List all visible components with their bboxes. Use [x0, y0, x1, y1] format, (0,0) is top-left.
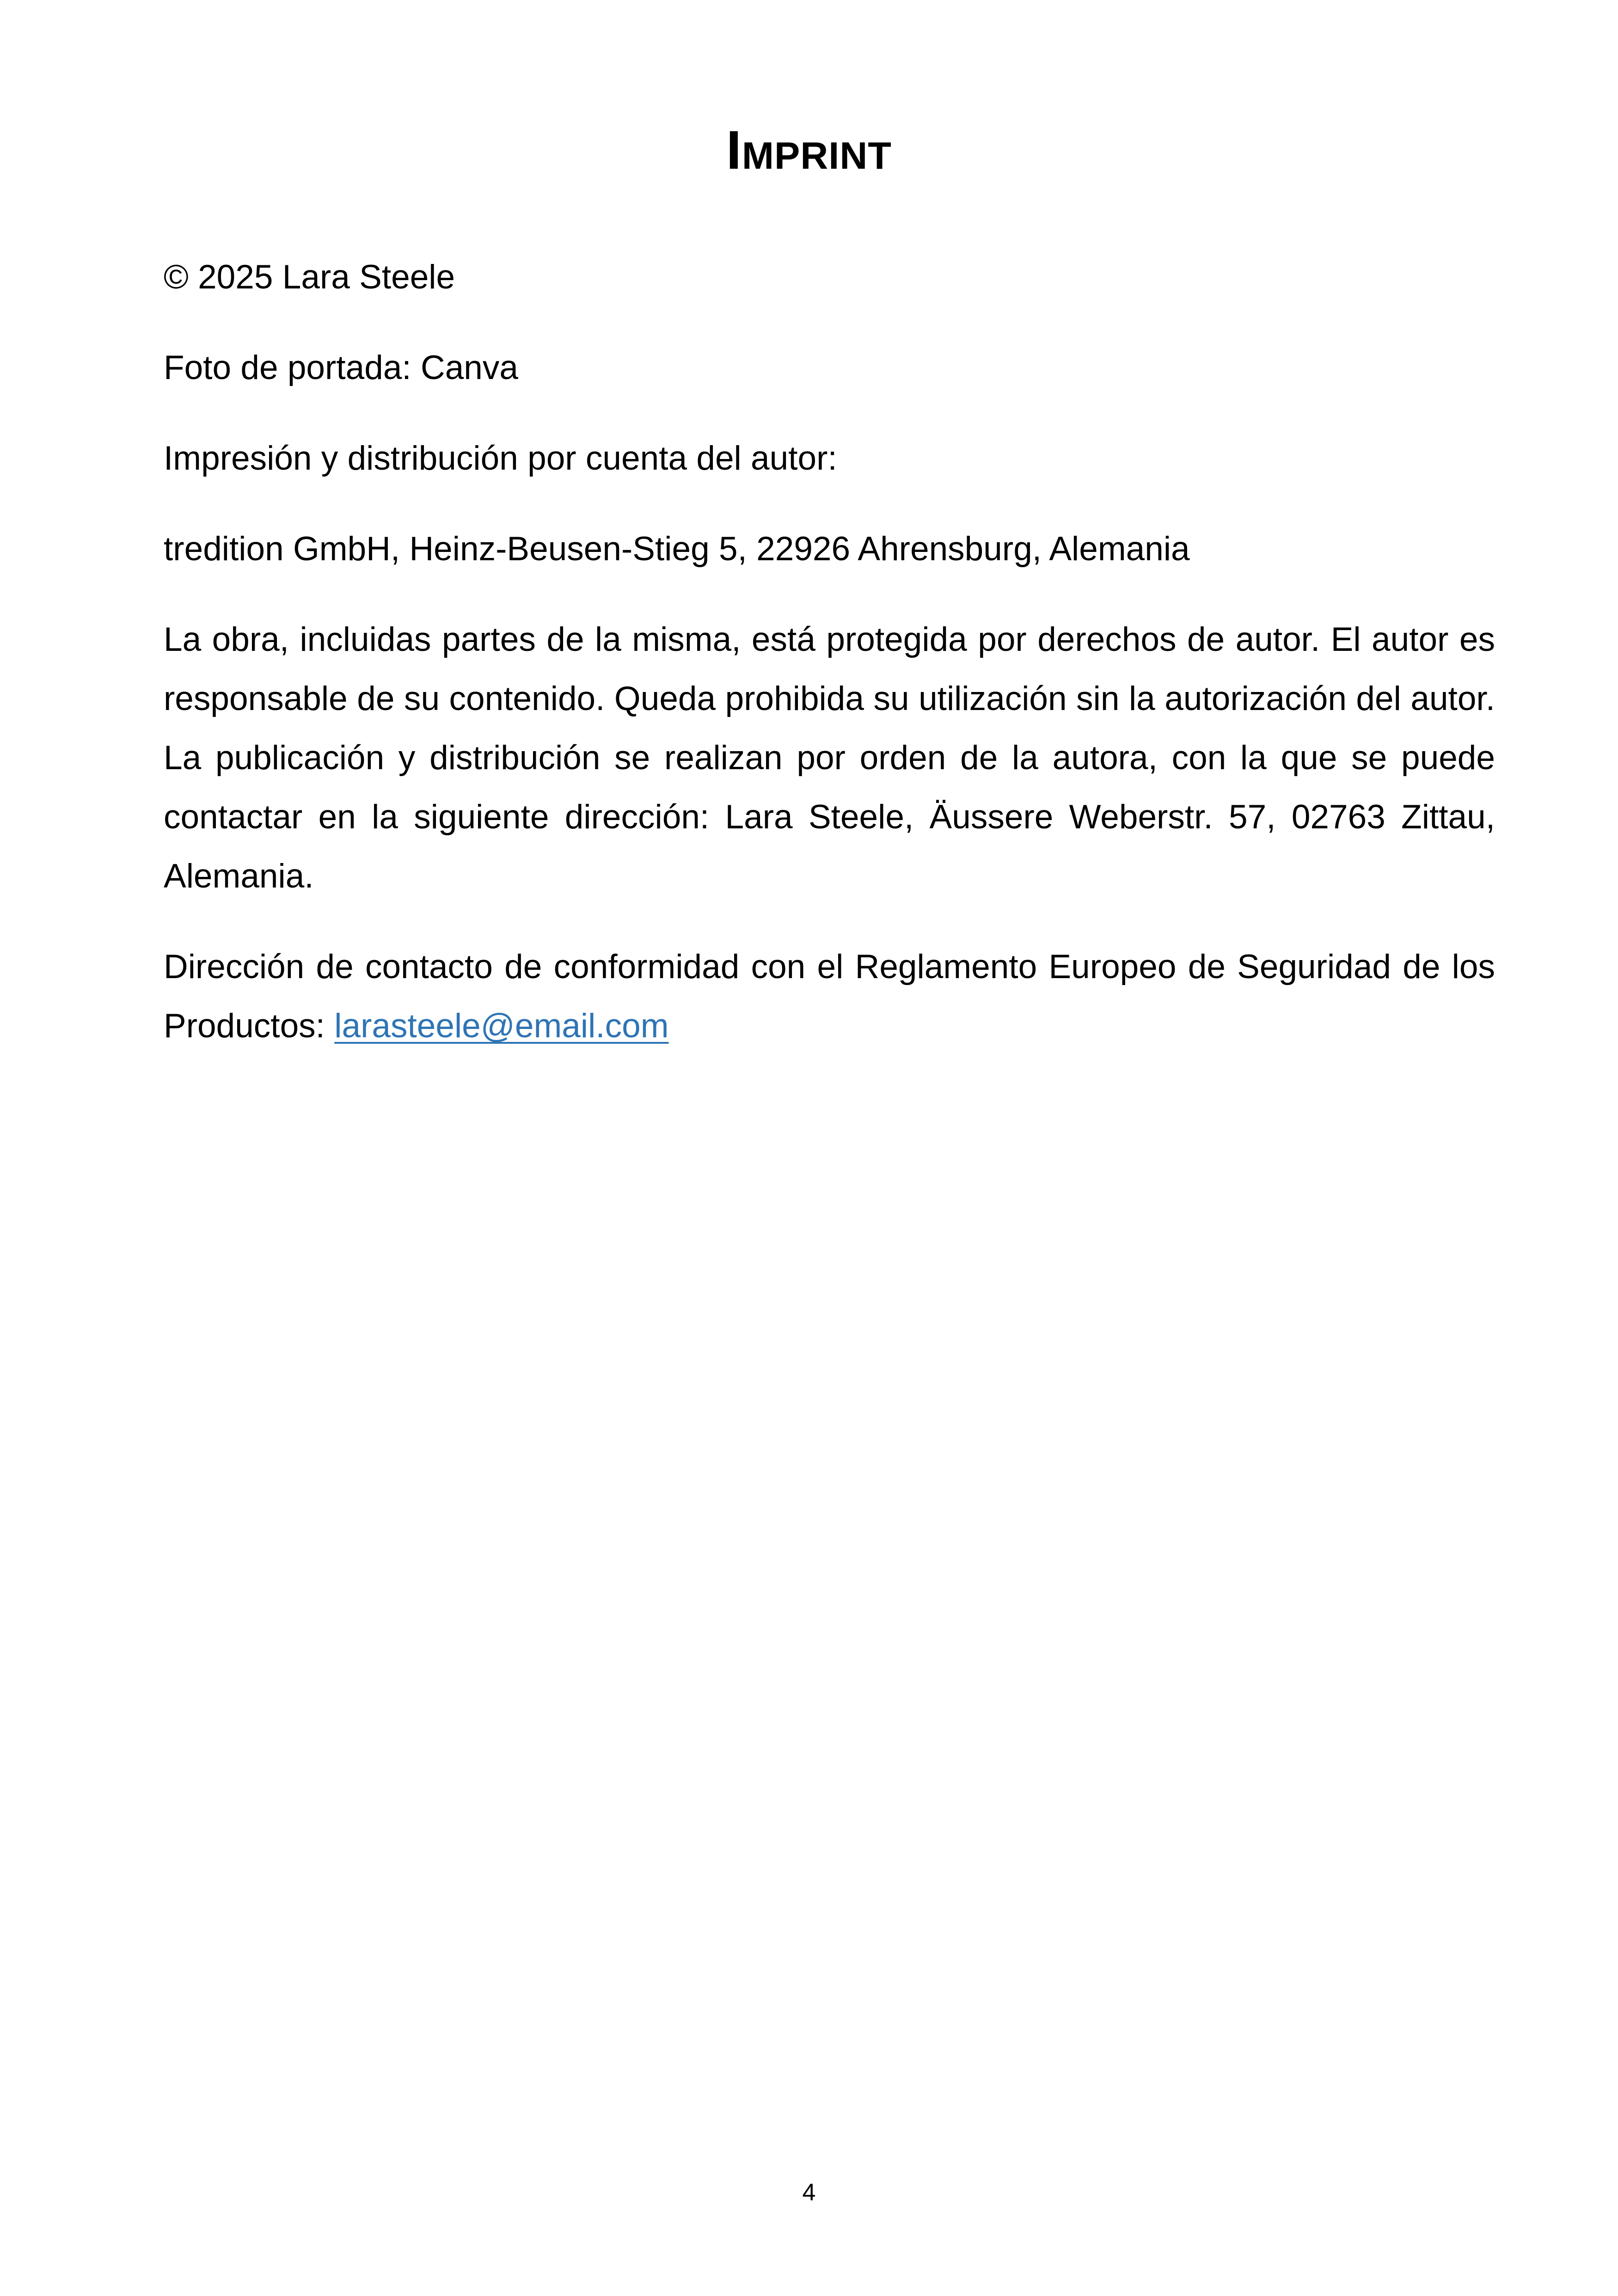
rights-notice: La obra, incluidas partes de la misma, está protegida por derechos de autor. El autor es responsable de su contenido. Queda prohibida su utilización sin la autorización del autor. La publicación y distribución se realizan por orden de la autora, con la que se puede contactar en la siguiente dirección: Lara Steele, Äussere Weberstr. 57, 02763 Zittau, Alemania. [164, 621, 1495, 895]
page-number: 4 [802, 2179, 816, 2206]
page-title: Imprint [726, 120, 892, 181]
printing-label: Impresión y distribución por cuenta del autor: [164, 440, 837, 477]
contact-prefix: Dirección de contacto de conformidad con el Reglamento Europeo de Seguridad de los Productos: [164, 948, 1495, 1045]
contact-email-link[interactable]: larasteele@email.com [334, 1007, 669, 1045]
cover-photo-credit: Foto de portada: Canva [164, 349, 518, 386]
publisher-address: tredition GmbH, Heinz-Beusen-Stieg 5, 22926 Ahrensburg, Alemania [164, 530, 1190, 568]
contact-paragraph [164, 937, 1495, 1056]
imprint-body [164, 248, 1495, 1087]
copyright-line: © 2025 Lara Steele [164, 258, 455, 296]
